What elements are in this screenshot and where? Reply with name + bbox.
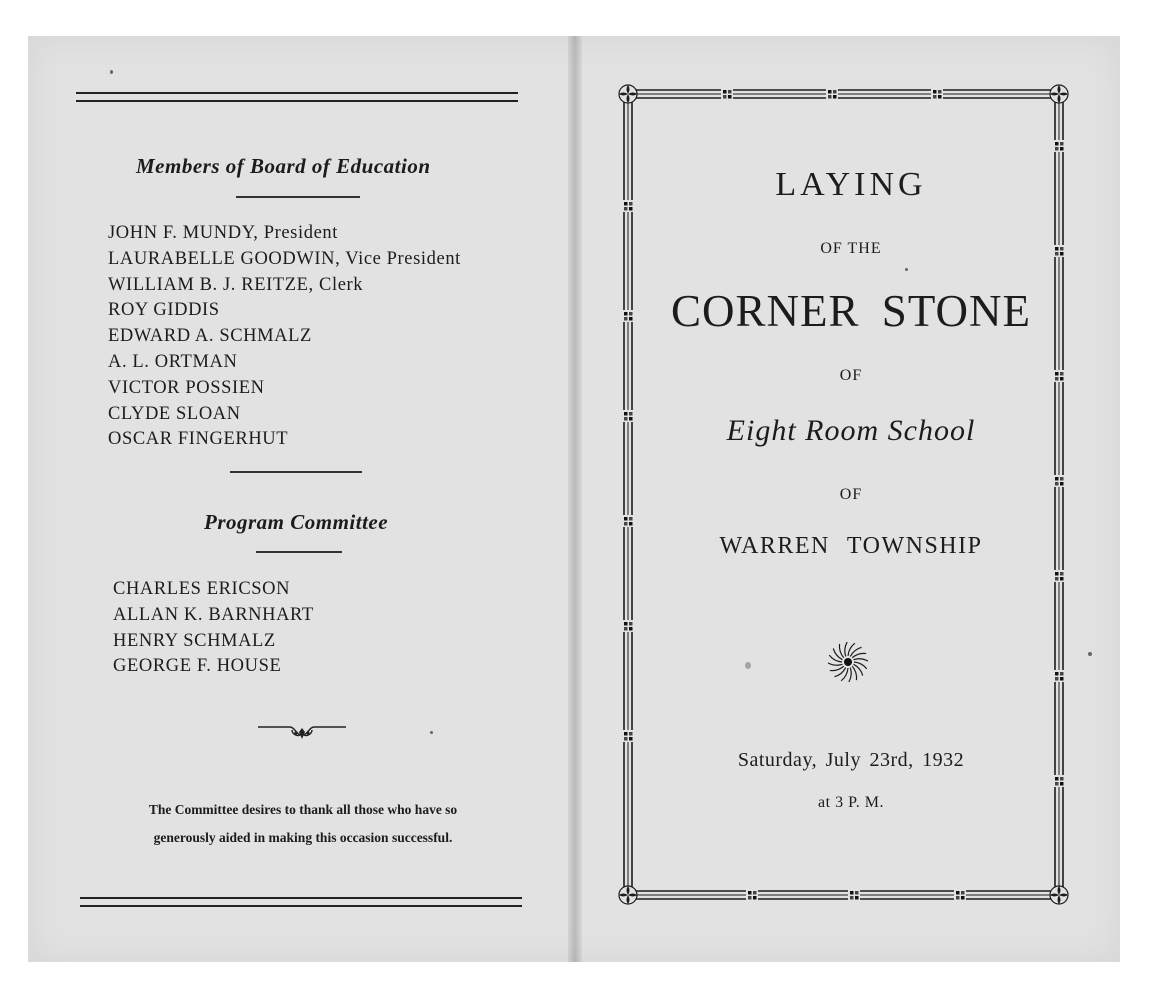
list-item: A. L. ORTMAN: [108, 351, 238, 372]
event-time: at 3 P. M.: [818, 794, 884, 811]
title-of-the: OF THE: [820, 240, 882, 257]
list-item: CHARLES ERICSON: [113, 579, 291, 599]
center-fold: [568, 36, 582, 962]
committee-heading: Program Committee: [204, 510, 389, 534]
list-item: VICTOR POSSIEN: [108, 377, 265, 398]
committee-members-list: [113, 577, 314, 680]
heading-underline: [236, 196, 360, 198]
list-item: JOHN F. MUNDY, President: [108, 223, 338, 243]
list-item: CLYDE SLOAN: [108, 403, 241, 424]
frame-block-ornament: [721, 88, 733, 100]
fleuron-corner-icon: [1050, 886, 1068, 904]
frame-block-ornament: [622, 515, 634, 527]
list-item: OSCAR FINGERHUT: [108, 429, 289, 450]
list-item: WILLIAM B. J. REITZE, Clerk: [108, 274, 364, 295]
fleuron-corner-icon: [1050, 85, 1068, 103]
board-members-list: [108, 221, 461, 453]
left-panel: [28, 36, 568, 962]
thanks-line: The Committee desires to thank all those who have so: [148, 802, 458, 817]
frame-block-ornament: [622, 620, 634, 632]
board-heading: Members of Board of Education: [136, 154, 431, 178]
thanks-note: [98, 796, 508, 852]
thanks-line: generously aided in making this occasion successful.: [153, 830, 453, 845]
fleuron-corner-icon: [619, 85, 637, 103]
title-of: OF: [839, 367, 863, 384]
event-date: Saturday, July 23rd, 1932: [737, 749, 965, 771]
sunburst-icon: [825, 639, 871, 685]
title-laying: LAYING: [775, 166, 927, 203]
list-item: HENRY SCHMALZ: [113, 630, 276, 651]
scroll-ornament-icon: [256, 719, 348, 743]
section-divider: [230, 471, 362, 473]
heading-underline: [256, 551, 342, 553]
township-name: WARREN TOWNSHIP: [719, 533, 983, 559]
fleuron-corner-icon: [619, 886, 637, 904]
frame-block-ornament: [931, 88, 943, 100]
top-double-rule: [76, 92, 518, 102]
frame-block-ornament: [1053, 140, 1065, 152]
title-of: OF: [839, 486, 863, 503]
right-panel: [582, 36, 1120, 962]
frame-block-ornament: [1053, 570, 1065, 582]
frame-block-ornament: [1053, 775, 1065, 787]
list-item: ALLAN K. BARNHART: [113, 604, 314, 625]
frame-block-ornament: [826, 88, 838, 100]
list-item: EDWARD A. SCHMALZ: [108, 326, 312, 347]
list-item: GEORGE F. HOUSE: [113, 656, 282, 677]
list-item: LAURABELLE GOODWIN, Vice President: [108, 248, 461, 269]
title-corner-stone: CORNER STONE: [671, 286, 1031, 336]
frame-block-ornament: [1053, 670, 1065, 682]
list-item: ROY GIDDIS: [108, 300, 220, 321]
frame-block-ornament: [622, 730, 634, 742]
frame-block-ornament: [848, 889, 860, 901]
school-name: Eight Room School: [726, 414, 976, 447]
bottom-double-rule: [80, 897, 522, 907]
frame-block-ornament: [746, 889, 758, 901]
frame-block-ornament: [954, 889, 966, 901]
